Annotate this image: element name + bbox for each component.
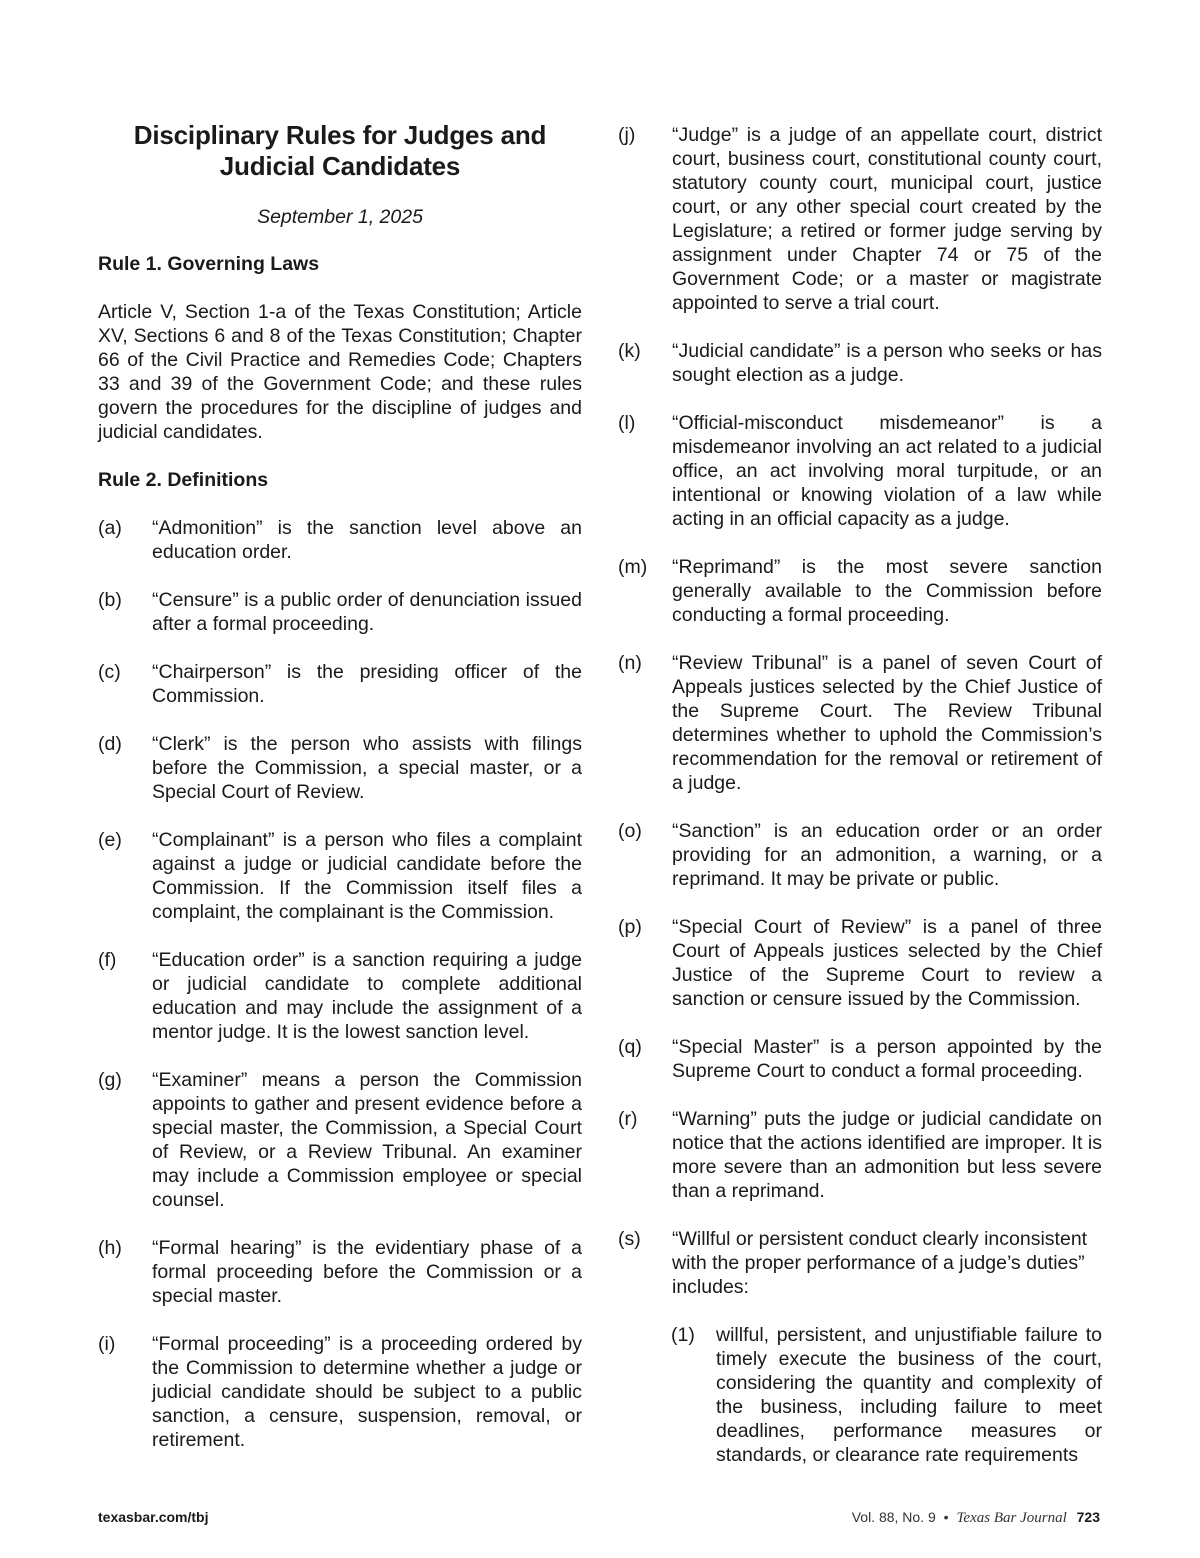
definition-item [618,123,1102,315]
definition-item [98,828,582,924]
footer-website: texasbar.com/tbj [98,1509,209,1525]
definition-label: (b) [98,589,122,611]
definition-text: “Review Tribunal” is a panel of seven Court of Appeals justices selected by the Chief Justice of the Supreme Court. The Review Tribunal determines whether to uphold the Commission’s recommendation for the removal or retirement of a judge. [672,652,1102,794]
definition-label: (q) [618,1036,642,1058]
left-column [98,120,582,1452]
definitions-list-left [98,516,582,1452]
definition-label: (l) [618,412,636,434]
definition-label: (k) [618,340,641,362]
definition-label: (d) [98,733,122,755]
rule-1-heading: Rule 1. Governing Laws [98,253,320,275]
definition-item [618,1227,1102,1299]
definition-item [98,516,582,564]
definition-item [618,411,1102,531]
definition-item [618,339,1102,387]
definition-text: “Warning” puts the judge or judicial candidate on notice that the actions identified are improper. It is more severe than an admonition but less severe than a reprimand. [672,1108,1102,1202]
definition-item [618,651,1102,795]
definition-item [618,819,1102,891]
definition-text: “Reprimand” is the most severe sanction generally available to the Commission before conducting a formal proceeding. [672,556,1102,626]
definition-label: (j) [618,124,636,146]
definition-item [98,1068,582,1212]
right-column [618,123,1102,1467]
definition-text: “Education order” is a sanction requiring a judge or judicial candidate to complete additional education and may include the assignment of a mentor judge. It is the lowest sanction level. [152,949,582,1043]
definition-text: “Willful or persistent conduct clearly inconsistent with the proper performance of a judge’s duties” includes: [672,1228,1088,1298]
definition-item [98,948,582,1044]
footer-bullet: • [943,1509,949,1525]
definition-item [98,732,582,804]
definition-label: (e) [98,829,122,851]
definition-text: “Admonition” is the sanction level above an education order. [152,517,582,563]
rule-2-heading: Rule 2. Definitions [98,469,269,491]
definition-text: “Formal hearing” is the evidentiary phase of a formal proceeding before the Commission or a special master. [152,1237,582,1307]
footer-citation [852,1508,1100,1527]
definition-text: “Clerk” is the person who assists with filings before the Commission, a special master, or a Special Court of Review. [152,733,582,803]
definition-text: “Judicial candidate” is a person who seeks or has sought election as a judge. [672,340,1102,386]
definition-text: “Censure” is a public order of denunciation issued after a formal proceeding. [152,589,582,635]
definition-item [618,1107,1102,1203]
definition-text: “Chairperson” is the presiding officer of the Commission. [152,661,582,707]
definition-item [98,1332,582,1452]
definitions-list-right [618,123,1102,1299]
document-title: Disciplinary Rules for Judges and Judicial Candidates [133,120,547,181]
definition-label: (s) [618,1228,641,1250]
definition-label: (a) [98,517,122,539]
definition-item [98,1236,582,1308]
rule-1-text: Article V, Section 1-a of the Texas Constitution; Article XV, Sections 6 and 8 of the Texas Constitution; Chapter 66 of the Civil Practice and Remedies Code; Chapters 33 and 39 of the Government Code; and these rules govern the procedures for the discipline of judges and judicial candidates. [98,301,582,443]
definition-text: “Special Court of Review” is a panel of three Court of Appeals justices selected by the Chief Justice of the Supreme Court to review a sanction or censure issued by the Commission. [672,916,1102,1010]
definition-item [618,1035,1102,1083]
definition-text: “Judge” is a judge of an appellate court, district court, business court, constitutional county court, statutory county court, municipal court, justice court, or any other special court created by the Legislature; a retired or former judge serving by assignment under Chapter 74 or 75 of the Government Code; or a master or magistrate appointed to serve a trial court. [672,124,1102,314]
definition-text: “Formal proceeding” is a proceeding ordered by the Commission to determine whether a judge or judicial candidate should be subject to a public sanction, a censure, suspension, removal, or retirement. [152,1333,582,1451]
definition-label: (p) [618,916,642,938]
definition-text: “Complainant” is a person who files a complaint against a judge or judicial candidate before the Commission. If the Commission itself files a complaint, the complainant is the Commission. [152,829,582,923]
definition-label: (c) [98,661,121,683]
definition-item [618,915,1102,1011]
definition-text: “Official-misconduct misdemeanor” is a misdemeanor involving an act related to a judicial office, an act involving moral turpitude, or an intentional or knowing violation of a law while acting in an official capacity as a judge. [672,412,1102,530]
definition-label: (m) [618,556,648,578]
definition-item [98,660,582,708]
definition-text: “Examiner” means a person the Commission appoints to gather and present evidence before a special master, the Commission, a Special Court of Review, or a Review Tribunal. An examiner may include a Commission employee or special counsel. [152,1069,582,1211]
definition-label: (o) [618,820,642,842]
footer-volume: Vol. 88, No. 9 [851,1509,936,1525]
sub-item-text: willful, persistent, and unjustifiable failure to timely execute the business of the court, considering the quantity and complexity of the business, including failure to meet deadlines, performance measures or standards, or clearance rate requirements [716,1324,1102,1466]
footer-journal-name: Texas Bar Journal [956,1510,1067,1526]
definition-label: (g) [98,1069,122,1091]
sub-item [671,1323,1102,1467]
definition-label: (h) [98,1237,122,1259]
definition-label: (n) [618,652,642,674]
definition-item [618,555,1102,627]
definition-label: (i) [98,1333,116,1355]
definition-label: (f) [98,949,117,971]
definition-item [98,588,582,636]
definition-text: “Sanction” is an education order or an order providing for an admonition, a warning, or a reprimand. It may be private or public. [672,820,1102,890]
definition-label: (r) [618,1108,638,1130]
footer-page-number: 723 [1076,1509,1100,1525]
document-date: September 1, 2025 [257,206,423,228]
definition-text: “Special Master” is a person appointed by the Supreme Court to conduct a formal proceeding. [672,1036,1102,1082]
sub-item-label: (1) [671,1324,695,1346]
